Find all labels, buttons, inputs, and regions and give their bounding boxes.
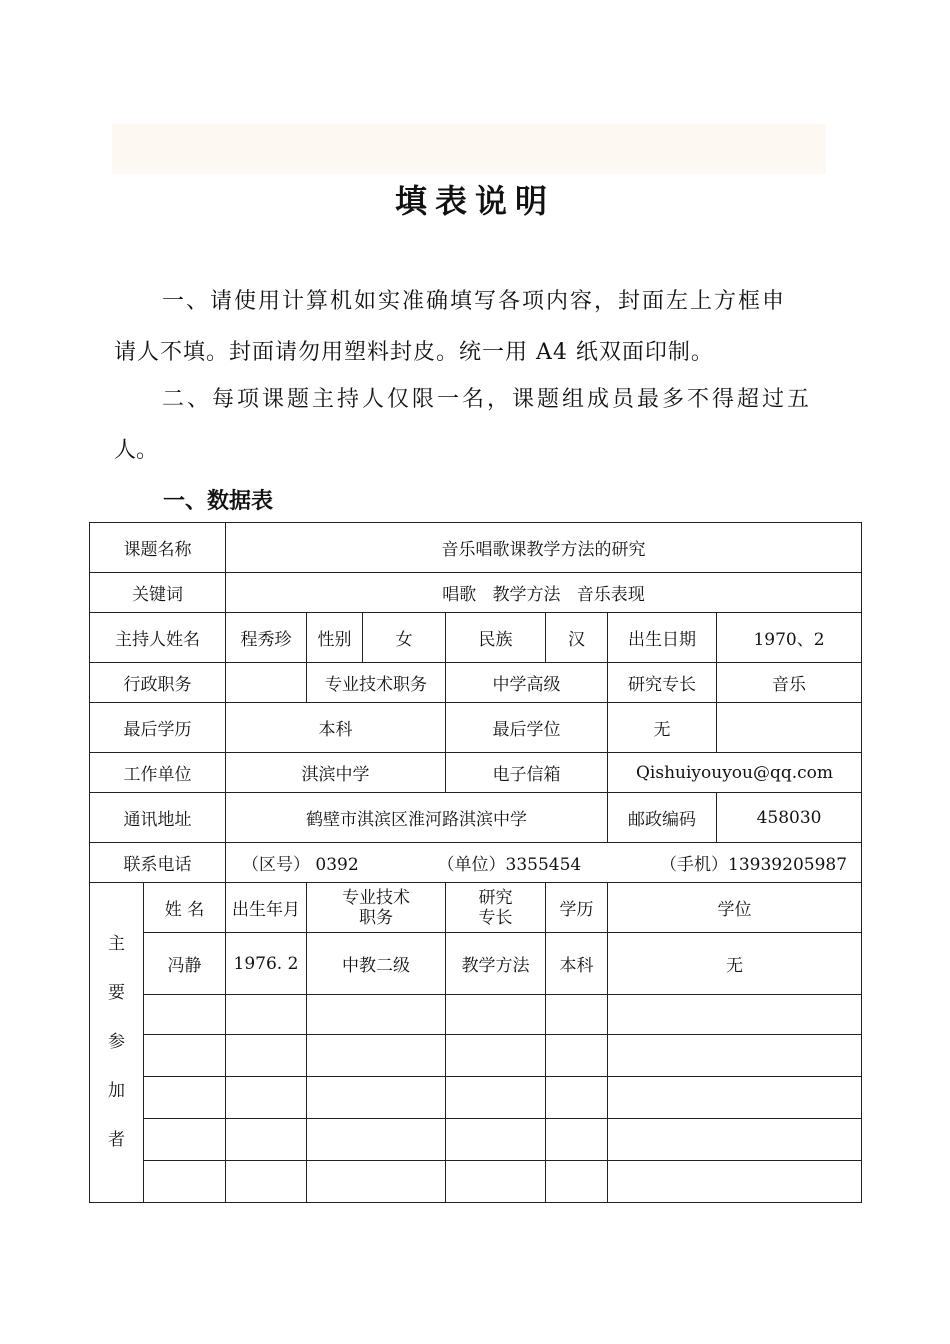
- education-value[interactable]: 本科: [226, 703, 446, 753]
- empty-cell[interactable]: [446, 1161, 546, 1203]
- phone-row: [90, 843, 862, 883]
- address-value[interactable]: 鹤壁市淇滨区淮河路淇滨中学: [226, 793, 608, 843]
- empty-cell[interactable]: [226, 1077, 307, 1119]
- header-degree: 学位: [608, 883, 862, 933]
- side-label-char: 加: [108, 1081, 125, 1101]
- ethnicity-value[interactable]: 汉: [546, 613, 608, 663]
- empty-cell[interactable]: [144, 1119, 226, 1161]
- empty-cell[interactable]: [144, 1035, 226, 1077]
- empty-cell[interactable]: [144, 1161, 226, 1203]
- participants-header-row: [90, 883, 862, 933]
- empty-cell[interactable]: [226, 1161, 307, 1203]
- phone-values: [226, 843, 862, 883]
- empty-cell[interactable]: [608, 1077, 862, 1119]
- empty-cell[interactable]: [546, 1161, 608, 1203]
- host-row: [90, 613, 862, 663]
- side-label-char: 主: [108, 934, 125, 954]
- empty-cell[interactable]: [446, 1077, 546, 1119]
- header-title: [307, 883, 446, 933]
- empty-cell[interactable]: [226, 1119, 307, 1161]
- participant-name[interactable]: 冯静: [144, 933, 226, 995]
- empty-cell[interactable]: [546, 1077, 608, 1119]
- empty-cell[interactable]: [307, 1119, 446, 1161]
- employer-value[interactable]: 淇滨中学: [226, 753, 446, 793]
- postcode-value[interactable]: 458030: [717, 793, 862, 843]
- phone-label: 联系电话: [90, 843, 226, 883]
- degree-extra-cell[interactable]: [717, 703, 862, 753]
- participant-empty-row: [90, 1119, 862, 1161]
- keywords-row: [90, 573, 862, 613]
- participant-title[interactable]: 中教二级: [307, 933, 446, 995]
- topic-value[interactable]: 音乐唱歌课教学方法的研究: [226, 523, 862, 573]
- address-label: 通讯地址: [90, 793, 226, 843]
- empty-cell[interactable]: [307, 1161, 446, 1203]
- postcode-label: 邮政编码: [608, 793, 717, 843]
- empty-cell[interactable]: [226, 1035, 307, 1077]
- empty-cell[interactable]: [446, 1035, 546, 1077]
- instruction-1-line-1: 一、请使用计算机如实准确填写各项内容，封面左上方框申: [162, 289, 787, 314]
- side-label-char: 者: [108, 1130, 125, 1150]
- phone-area[interactable]: （区号） 0392: [242, 855, 359, 875]
- page-title: 填表说明: [394, 182, 555, 220]
- titles-row: [90, 663, 862, 703]
- empty-cell[interactable]: [608, 1119, 862, 1161]
- ethnicity-label: 民族: [446, 613, 546, 663]
- admin-title-value[interactable]: [226, 663, 307, 703]
- empty-cell[interactable]: [307, 1035, 446, 1077]
- host-name-label: 主持人姓名: [90, 613, 226, 663]
- instruction-1-line-2: 请人不填。封面请勿用塑料封皮。统一用 A4 纸双面印制。: [114, 340, 714, 365]
- header-specialty: [446, 883, 546, 933]
- participant-birth[interactable]: 1976. 2: [226, 933, 307, 995]
- empty-cell[interactable]: [608, 1035, 862, 1077]
- empty-cell[interactable]: [546, 995, 608, 1035]
- header-specialty-line2: 专长: [478, 907, 513, 928]
- address-row: [90, 793, 862, 843]
- gender-value[interactable]: 女: [363, 613, 446, 663]
- empty-cell[interactable]: [307, 995, 446, 1035]
- keywords-value[interactable]: 唱歌 教学方法 音乐表现: [226, 573, 862, 613]
- empty-cell[interactable]: [608, 995, 862, 1035]
- instruction-2-line-2: 人。: [114, 438, 159, 463]
- empty-cell[interactable]: [226, 995, 307, 1035]
- admin-title-label: 行政职务: [90, 663, 226, 703]
- degree-label: 最后学位: [446, 703, 608, 753]
- participant-degree[interactable]: 无: [608, 933, 862, 995]
- empty-cell[interactable]: [307, 1077, 446, 1119]
- email-label: 电子信箱: [446, 753, 608, 793]
- instruction-2-line-1: 二、每项课题主持人仅限一名，课题组成员最多不得超过五: [162, 387, 813, 412]
- email-value[interactable]: Qishuiyouyou@qq.com: [608, 753, 862, 793]
- employer-label: 工作单位: [90, 753, 226, 793]
- empty-cell[interactable]: [446, 995, 546, 1035]
- participants-side-label: [90, 883, 144, 1203]
- gender-label: 性别: [307, 613, 363, 663]
- pro-title-value[interactable]: 中学高级: [446, 663, 608, 703]
- empty-cell[interactable]: [546, 1119, 608, 1161]
- participant-education[interactable]: 本科: [546, 933, 608, 995]
- side-label-char: 参: [108, 1032, 125, 1052]
- birth-value[interactable]: 1970、2: [717, 613, 862, 663]
- empty-cell[interactable]: [144, 1077, 226, 1119]
- education-row: [90, 703, 862, 753]
- empty-cell[interactable]: [608, 1161, 862, 1203]
- participant-row: [90, 933, 862, 995]
- birth-label: 出生日期: [608, 613, 717, 663]
- phone-mobile[interactable]: （手机）13939205987: [660, 855, 848, 875]
- research-value[interactable]: 音乐: [717, 663, 862, 703]
- degree-value[interactable]: 无: [608, 703, 717, 753]
- phone-office[interactable]: （单位）3355454: [437, 855, 582, 875]
- header-birth: 出生年月: [226, 883, 307, 933]
- section-heading: 一、数据表: [163, 489, 274, 514]
- header-band: [112, 124, 826, 174]
- participant-empty-row: [90, 995, 862, 1035]
- topic-row: [90, 523, 862, 573]
- pro-title-label: 专业技术职务: [307, 663, 446, 703]
- research-label: 研究专长: [608, 663, 717, 703]
- header-education: 学历: [546, 883, 608, 933]
- host-name-value[interactable]: 程秀珍: [226, 613, 307, 663]
- side-label-char: 要: [108, 983, 125, 1003]
- keywords-label: 关键词: [90, 573, 226, 613]
- header-title-line1: 专业技术: [342, 887, 410, 908]
- participant-empty-row: [90, 1161, 862, 1203]
- header-title-line2: 职务: [359, 907, 393, 928]
- data-form-table: [89, 522, 862, 1203]
- header-name: 姓 名: [144, 883, 226, 933]
- header-specialty-line1: 研究: [478, 887, 513, 908]
- participant-specialty[interactable]: 教学方法: [446, 933, 546, 995]
- topic-label: 课题名称: [90, 523, 226, 573]
- employer-row: [90, 753, 862, 793]
- participant-empty-row: [90, 1077, 862, 1119]
- empty-cell[interactable]: [446, 1119, 546, 1161]
- empty-cell[interactable]: [144, 995, 226, 1035]
- education-label: 最后学历: [90, 703, 226, 753]
- participant-empty-row: [90, 1035, 862, 1077]
- empty-cell[interactable]: [546, 1035, 608, 1077]
